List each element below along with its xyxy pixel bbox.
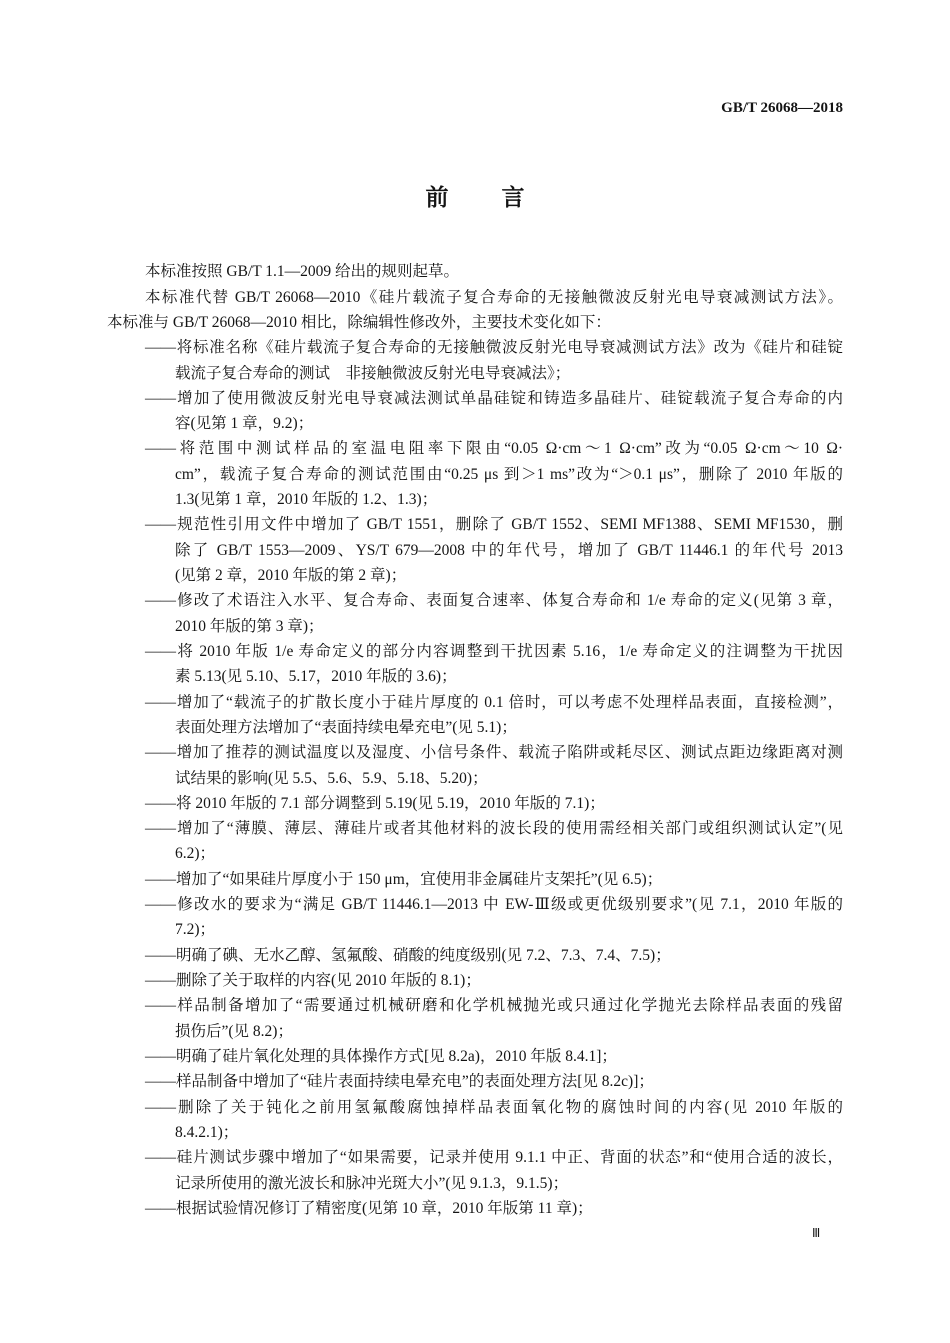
change-item-line: ——增加了推荐的测试温度以及湿度、小信号条件、载流子陷阱或耗尽区、测试点距边缘距离对测 (145, 744, 843, 762)
change-item-line: ——根据试验情况修订了精密度(见第 10 章，2010 年版第 11 章)； (145, 1199, 593, 1217)
change-item-line: ——将 2010 年版 1/e 寿命定义的部分内容调整到干扰因素 5.16，1/e 寿命定义的注调整为干扰因 (145, 642, 843, 660)
change-item (107, 690, 843, 741)
change-item-line: ——样品制备中增加了“硅片表面持续电晕充电”的表面处理方法[见 8.2c)]； (145, 1073, 654, 1091)
change-item-line: 表面处理方法增加了“表面持续电晕充电”(见 5.1)； (175, 718, 517, 736)
change-item (107, 1196, 843, 1221)
standard-code-header: GB/T 26068—2018 (721, 100, 843, 116)
change-item (107, 740, 843, 791)
change-item-line: (见第 2 章，2010 年版的第 2 章)； (175, 567, 407, 585)
change-item-line: ——增加了“如果硅片厚度小于 150 μm，宜使用非金属硅片支架托”(见 6.5)； (145, 870, 663, 888)
foreword-body (107, 259, 843, 1221)
change-item-line: ——明确了硅片氧化处理的具体操作方式[见 8.2a)，2010 年版 8.4.1]； (145, 1047, 617, 1065)
change-item-line: 6.2)； (175, 845, 216, 863)
change-item (107, 892, 843, 943)
change-item-line: 1.3(见第 1 章，2010 年版的 1.2、1.3)； (175, 491, 438, 509)
change-item (107, 1095, 843, 1146)
change-item-line: 7.2)； (175, 921, 216, 939)
change-item (107, 335, 843, 386)
change-item-line: ——将范围中测试样品的室温电阻率下限由“0.05 Ω·cm～1 Ω·cm”改为“0.05 Ω·cm～10 Ω· (145, 440, 843, 458)
change-item-line: ——修改水的要求为“满足 GB/T 11446.1—2013 中 EW-Ⅲ级或更优级别要求”(见 7.1，2010 年版的 (145, 896, 843, 914)
change-item (107, 968, 843, 993)
change-item-line: ——将标准名称《硅片载流子复合寿命的无接触微波反射光电导衰减测试方法》改为《硅片和硅锭 (145, 339, 843, 357)
change-item-line: 8.4.2.1)； (175, 1123, 239, 1141)
change-item (107, 791, 843, 816)
change-item (107, 943, 843, 968)
change-item (107, 1145, 843, 1196)
change-item (107, 639, 843, 690)
change-item-line: 载流子复合寿命的测试 非接触微波反射光电导衰减法》； (175, 364, 571, 382)
intro-paragraph: 本标准按照 GB/T 1.1—2009 给出的规则起草。 (145, 263, 460, 281)
change-item (107, 436, 843, 512)
change-item (107, 512, 843, 588)
change-item-line: ——删除了关于钝化之前用氢氟酸腐蚀掉样品表面氧化物的腐蚀时间的内容(见 2010 年版的 (145, 1098, 843, 1116)
change-item (107, 386, 843, 437)
change-item-line: 素 5.13(见 5.10、5.17，2010 年版的 3.6)； (175, 668, 457, 686)
change-item-line: ——规范性引用文件中增加了 GB/T 1551，删除了 GB/T 1552、SEMI MF1388、SEMI MF1530，删 (145, 516, 843, 534)
page-title: 前 言 (425, 184, 540, 211)
change-item (107, 867, 843, 892)
intro-paragraph: 本标准代替 GB/T 26068—2010《硅片载流子复合寿命的无接触微波反射光电导衰减测试方法》。 (145, 288, 843, 306)
change-item-line: 容(见第 1 章，9.2)； (175, 415, 314, 433)
intro-paragraph: 本标准与 GB/T 26068—2010 相比，除编辑性修改外，主要技术变化如下： (107, 313, 611, 331)
change-item-line: ——明确了碘、无水乙醇、氢氟酸、硝酸的纯度级别(见 7.2、7.3、7.4、7.5)； (145, 946, 671, 964)
change-item-line: cm”，载流子复合寿命的测试范围由“0.25 μs 到＞1 ms”改为“＞0.1 μs”，删除了 2010 年版的 (175, 465, 843, 483)
change-item-line: 除了 GB/T 1553—2009、YS/T 679—2008 中的年代号，增加了 GB/T 11446.1 的年代号 2013 (175, 541, 843, 559)
change-item (107, 1044, 843, 1069)
change-item-line: 2010 年版的第 3 章)； (175, 617, 324, 635)
change-item-line: 记录所使用的激光波长和脉冲光斑大小”(见 9.1.3，9.1.5)； (175, 1174, 569, 1192)
change-item-line: ——增加了“载流子的扩散长度小于硅片厚度的 0.1 倍时，可以考虑不处理样品表面，直接检测”， (145, 693, 843, 711)
change-item (107, 816, 843, 867)
change-item-line: ——硅片测试步骤中增加了“如果需要，记录并使用 9.1.1 中正、背面的状态”和“使用合适的波长， (145, 1149, 843, 1167)
change-item-line: ——增加了“薄膜、薄层、薄硅片或者其他材料的波长段的使用需经相关部门或组织测试认定”(见 (145, 820, 843, 838)
change-item-line: ——样品制备增加了“需要通过机械研磨和化学机械抛光或只通过化学抛光去除样品表面的残留 (145, 997, 843, 1015)
change-item (107, 1069, 843, 1094)
page-number: Ⅲ (812, 1226, 821, 1240)
change-item-line: ——将 2010 年版的 7.1 部分调整到 5.19(见 5.19，2010 年版的 7.1)； (145, 794, 605, 812)
change-item-line: ——修改了术语注入水平、复合寿命、表面复合速率、体复合寿命和 1/e 寿命的定义(见第 3 章， (145, 592, 843, 610)
change-item (107, 588, 843, 639)
change-item-line: 损伤后”(见 8.2)； (175, 1022, 293, 1040)
change-item (107, 993, 843, 1044)
change-item-line: 试结果的影响(见 5.5、5.6、5.9、5.18、5.20)； (175, 769, 488, 787)
change-item-line: ——删除了关于取样的内容(见 2010 年版的 8.1)； (145, 972, 481, 990)
change-item-line: ——增加了使用微波反射光电导衰减法测试单晶硅锭和铸造多晶硅片、硅锭载流子复合寿命的内 (145, 389, 843, 407)
